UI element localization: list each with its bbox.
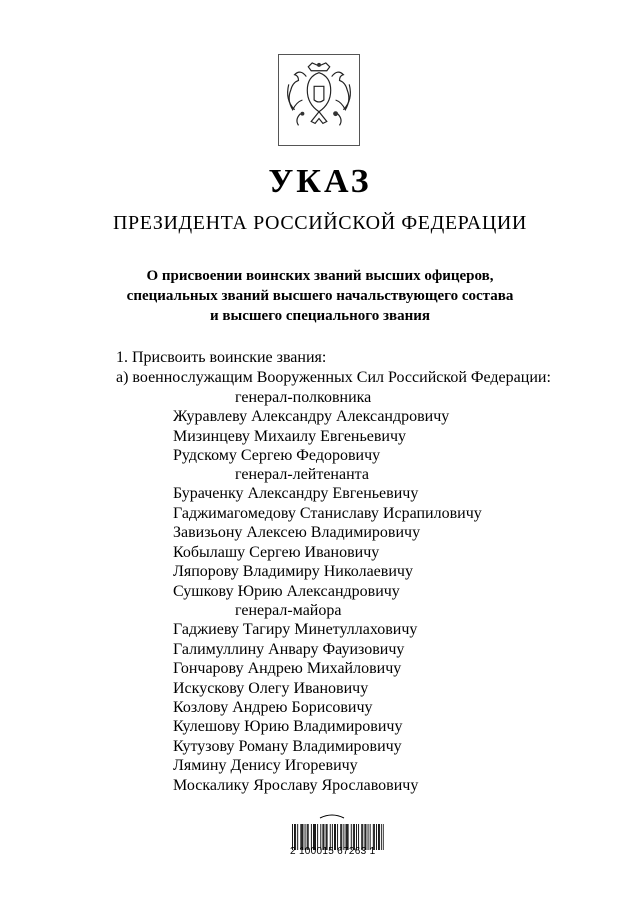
person-name: Козлову Андрею Борисовичу <box>173 699 373 716</box>
rank-heading: генерал-лейтенанта <box>235 466 369 483</box>
person-name: Гончарову Андрею Михайловичу <box>173 660 402 677</box>
clause-1a: а) военнослужащим Вооруженных Сил Российской Федерации: <box>116 369 551 386</box>
person-name: Лямину Денису Игоревичу <box>173 757 358 774</box>
heading-line: специальных званий высшего начальствующего состава <box>126 288 514 304</box>
person-name: Рудскому Сергею Федоровичу <box>173 447 381 464</box>
person-name: Ляпорову Владимиру Николаевичу <box>173 563 413 580</box>
person-name: Кулешову Юрию Владимировичу <box>173 718 403 735</box>
rank-heading: генерал-майора <box>235 602 342 619</box>
person-name: Кобылашу Сергею Ивановичу <box>173 544 380 561</box>
document-subtitle: ПРЕЗИДЕНТА РОССИЙСКОЙ ФЕДЕРАЦИИ <box>113 212 527 234</box>
double-headed-eagle-icon <box>279 55 359 145</box>
person-name: Галимуллину Анвару Фауизовичу <box>173 641 405 658</box>
person-name: Кутузову Роману Владимировичу <box>173 738 402 755</box>
person-name: Завизьону Алексею Владимировичу <box>173 524 421 541</box>
document-title: УКАЗ <box>268 163 372 200</box>
person-name: Журавлеву Александру Александровичу <box>173 408 450 425</box>
person-name: Гаджимагомедову Станиславу Исрапиловичу <box>173 505 482 522</box>
clause-1: 1. Присвоить воинские звания: <box>116 349 327 366</box>
person-name: Бураченку Александру Евгеньевичу <box>173 485 419 502</box>
decree-heading <box>0 266 640 326</box>
person-name: Сушкову Юрию Александровичу <box>173 583 400 600</box>
coat-of-arms-emblem <box>278 54 360 146</box>
rank-heading: генерал-полковника <box>235 389 372 406</box>
barcode-number: 2 100015 67263 1 <box>290 846 376 857</box>
heading-line: О присвоении воинских званий высших офицеров, <box>146 268 494 284</box>
person-name: Искускову Олегу Ивановичу <box>173 680 369 697</box>
person-name: Москалику Ярославу Ярославовичу <box>173 777 419 794</box>
heading-line: и высшего специального звания <box>210 308 430 324</box>
person-name: Гаджиеву Тагиру Минетуллаховичу <box>173 621 418 638</box>
person-name: Мизинцеву Михаилу Евгеньевичу <box>173 428 407 445</box>
